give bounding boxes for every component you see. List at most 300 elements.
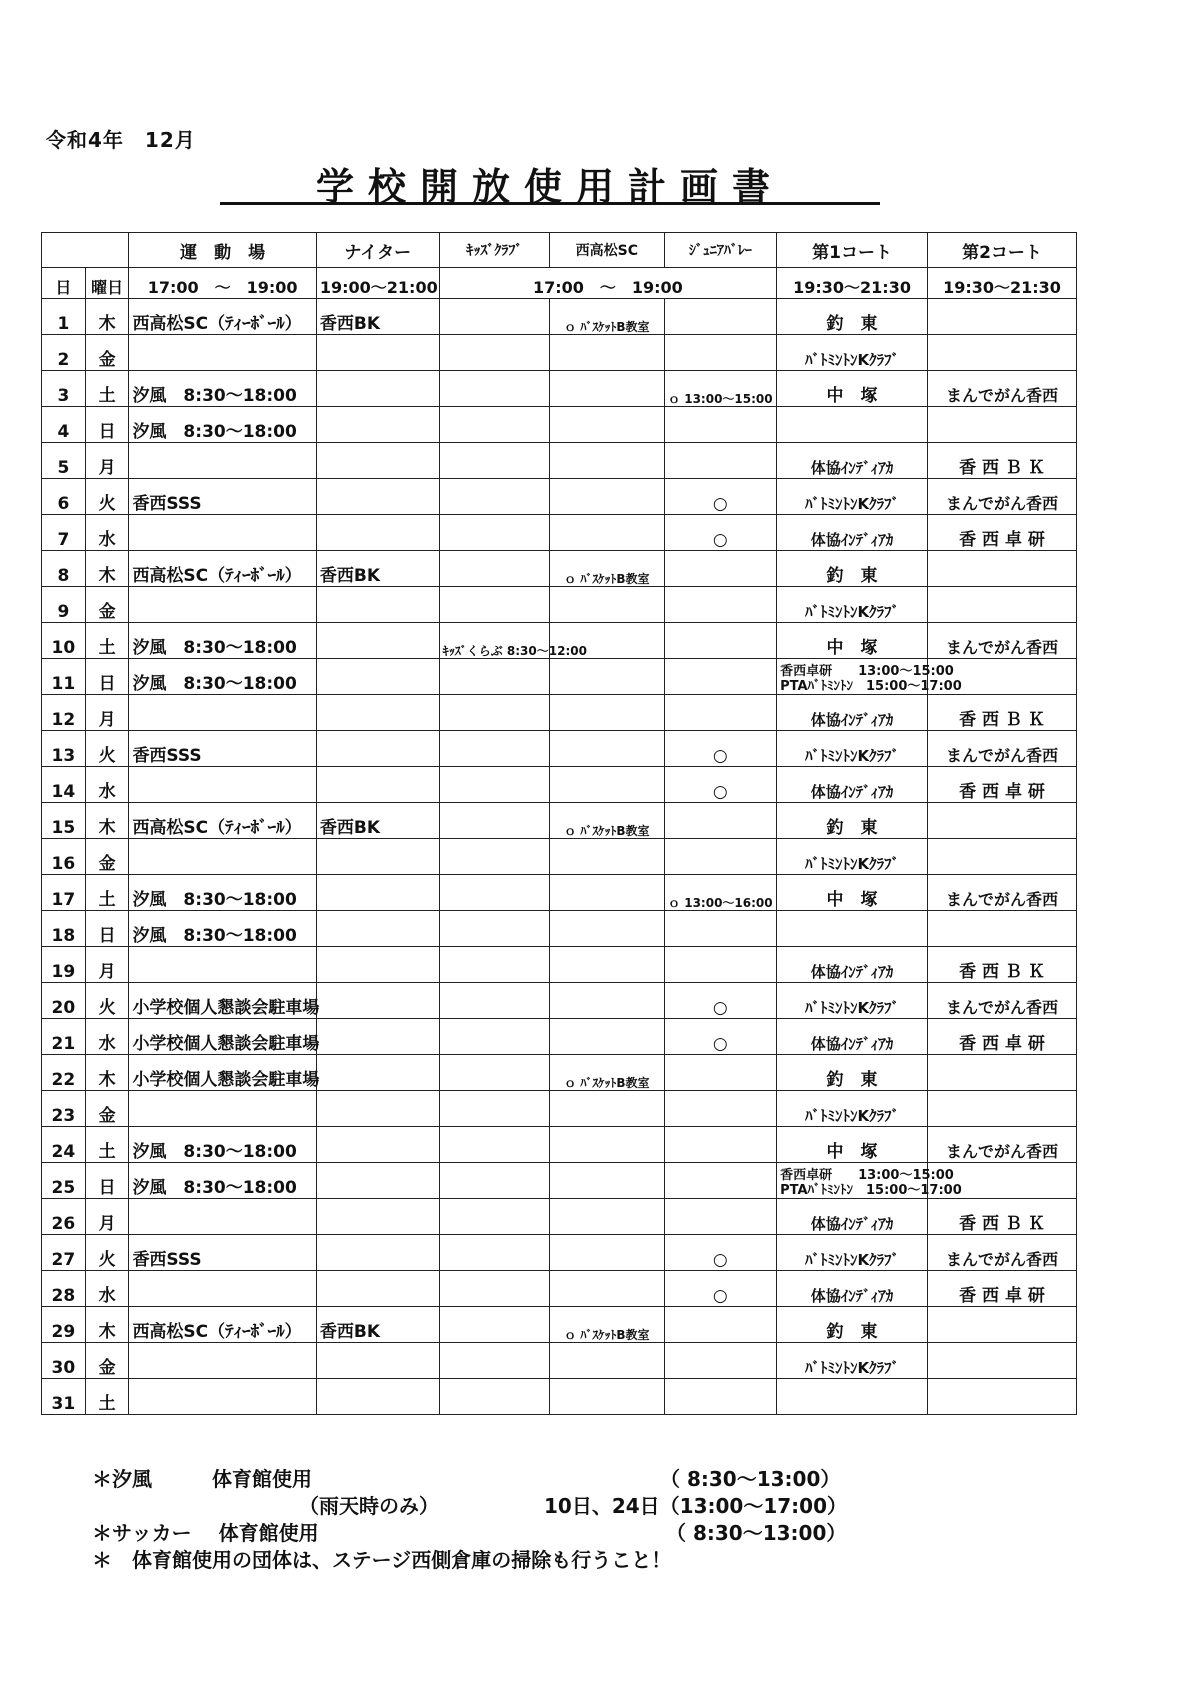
cell-day: 1 bbox=[42, 299, 86, 335]
cell-nishi-sc: ｏ ﾊﾞｽｹｯﾄB教室 bbox=[550, 299, 665, 335]
cell-kids-club bbox=[439, 983, 549, 1019]
cell-night bbox=[316, 1343, 439, 1379]
cell-day: 26 bbox=[42, 1199, 86, 1235]
cell-night bbox=[316, 767, 439, 803]
cell-kids-club bbox=[439, 803, 549, 839]
cell-dow: 火 bbox=[85, 983, 129, 1019]
cell-court-1: 体協ｲﾝﾃﾞｨｱｶ bbox=[777, 515, 928, 551]
cell-night bbox=[316, 1235, 439, 1271]
cell-night bbox=[316, 479, 439, 515]
cell-junior-volley bbox=[664, 1091, 776, 1127]
cell-court-2 bbox=[928, 803, 1077, 839]
table-row bbox=[42, 1307, 1077, 1343]
cell-day: 23 bbox=[42, 1091, 86, 1127]
subheader-day: 日 bbox=[42, 268, 86, 299]
header-court-1: 第1コート bbox=[777, 233, 928, 268]
cell-nishi-sc bbox=[550, 515, 665, 551]
cell-night: 香西BK bbox=[316, 299, 439, 335]
cell-ground bbox=[129, 767, 316, 803]
cell-junior-volley bbox=[664, 911, 776, 947]
cell-nishi-sc bbox=[550, 1127, 665, 1163]
cell-day: 14 bbox=[42, 767, 86, 803]
cell-dow: 木 bbox=[85, 1307, 129, 1343]
cell-ground bbox=[129, 1271, 316, 1307]
table-row bbox=[42, 1271, 1077, 1307]
cell-junior-volley: ○ bbox=[664, 767, 776, 803]
cell-night bbox=[316, 1127, 439, 1163]
cell-night bbox=[316, 839, 439, 875]
cell-junior-volley: ○ bbox=[664, 515, 776, 551]
cell-day: 12 bbox=[42, 695, 86, 731]
cell-ground: 汐風 8:30～18:00 bbox=[129, 1127, 316, 1163]
cell-junior-volley bbox=[664, 947, 776, 983]
cell-ground: 小学校個人懇談会駐車場 bbox=[129, 1019, 316, 1055]
cell-kids-club bbox=[439, 875, 549, 911]
cell-court-1: ﾊﾞﾄﾐﾝﾄﾝKｸﾗﾌﾞ bbox=[777, 479, 928, 515]
cell-ground: 汐風 8:30～18:00 bbox=[129, 371, 316, 407]
cell-day: 25 bbox=[42, 1163, 86, 1199]
cell-kids-club bbox=[439, 731, 549, 767]
cell-night bbox=[316, 1199, 439, 1235]
cell-court-1: 体協ｲﾝﾃﾞｨｱｶ bbox=[777, 767, 928, 803]
header-row bbox=[42, 233, 1077, 268]
cell-court-2 bbox=[928, 1379, 1077, 1415]
cell-ground bbox=[129, 1379, 316, 1415]
table-row bbox=[42, 515, 1077, 551]
table-row bbox=[42, 983, 1077, 1019]
note-soccer-time: （ 8:30～13:00） bbox=[666, 1521, 847, 1545]
cell-dow: 火 bbox=[85, 1235, 129, 1271]
cell-day: 24 bbox=[42, 1127, 86, 1163]
cell-night bbox=[316, 371, 439, 407]
cell-ground: 汐風 8:30～18:00 bbox=[129, 911, 316, 947]
cell-nishi-sc: ｏ ﾊﾞｽｹｯﾄB教室 bbox=[550, 1307, 665, 1343]
note-cleaning bbox=[92, 1547, 992, 1574]
table-row bbox=[42, 767, 1077, 803]
cell-kids-club bbox=[439, 659, 549, 695]
cell-court-1: 体協ｲﾝﾃﾞｨｱｶ bbox=[777, 443, 928, 479]
cell-ground bbox=[129, 335, 316, 371]
cell-nishi-sc bbox=[550, 947, 665, 983]
cell-nishi-sc bbox=[550, 911, 665, 947]
cell-court-2 bbox=[928, 587, 1077, 623]
cell-junior-volley bbox=[664, 623, 776, 659]
cell-junior-volley bbox=[664, 1343, 776, 1379]
cell-night bbox=[316, 335, 439, 371]
cell-court-2 bbox=[928, 1343, 1077, 1379]
header-blank bbox=[42, 233, 129, 268]
cell-nishi-sc bbox=[550, 1235, 665, 1271]
cell-night: 香西BK bbox=[316, 1307, 439, 1343]
cell-night bbox=[316, 947, 439, 983]
cell-court-2 bbox=[928, 299, 1077, 335]
cell-court-1: 体協ｲﾝﾃﾞｨｱｶ bbox=[777, 1019, 928, 1055]
cell-dow: 土 bbox=[85, 1127, 129, 1163]
cell-night bbox=[316, 515, 439, 551]
cell-court-1 bbox=[777, 659, 962, 695]
cell-ground bbox=[129, 1199, 316, 1235]
cell-day: 31 bbox=[42, 1379, 86, 1415]
cell-court-1 bbox=[777, 407, 928, 443]
cell-ground: 香西SSS bbox=[129, 479, 316, 515]
cell-nishi-sc bbox=[550, 371, 665, 407]
cell-dow: 日 bbox=[85, 407, 129, 443]
table-row bbox=[42, 947, 1077, 983]
table-row bbox=[42, 1091, 1077, 1127]
cell-ground bbox=[129, 839, 316, 875]
cell-court-2: 香 西 卓 研 bbox=[928, 515, 1077, 551]
cell-ground bbox=[129, 587, 316, 623]
note-rain-time: 10日、24日（13:00～17:00） bbox=[544, 1494, 847, 1518]
table-row bbox=[42, 911, 1077, 947]
cell-court-2: 香 西 Ｂ Ｋ bbox=[928, 1199, 1077, 1235]
cell-court-1: ﾊﾞﾄﾐﾝﾄﾝKｸﾗﾌﾞ bbox=[777, 983, 928, 1019]
cell-dow: 土 bbox=[85, 623, 129, 659]
header-ground: 運 動 場 bbox=[129, 233, 316, 268]
cell-court-1: 中 塚 bbox=[777, 875, 928, 911]
table-row bbox=[42, 1235, 1077, 1271]
cell-dow: 日 bbox=[85, 659, 129, 695]
table-row bbox=[42, 1163, 1077, 1199]
cell-court-1: 体協ｲﾝﾃﾞｨｱｶ bbox=[777, 695, 928, 731]
subheader-club-time: 17:00 ～ 19:00 bbox=[439, 268, 776, 299]
table-row bbox=[42, 731, 1077, 767]
cell-kids-club bbox=[439, 515, 549, 551]
cell-court-2 bbox=[928, 839, 1077, 875]
cell-nishi-sc bbox=[550, 1163, 665, 1199]
cell-junior-volley: ○ bbox=[664, 1235, 776, 1271]
cell-day: 29 bbox=[42, 1307, 86, 1343]
cell-court-1: ﾊﾞﾄﾐﾝﾄﾝKｸﾗﾌﾞ bbox=[777, 1343, 928, 1379]
cell-dow: 火 bbox=[85, 731, 129, 767]
cell-junior-volley bbox=[664, 1127, 776, 1163]
cell-court-1: ﾊﾞﾄﾐﾝﾄﾝKｸﾗﾌﾞ bbox=[777, 731, 928, 767]
cell-dow: 水 bbox=[85, 767, 129, 803]
cell-night bbox=[316, 623, 439, 659]
cell-day: 6 bbox=[42, 479, 86, 515]
cell-night bbox=[316, 1091, 439, 1127]
cell-nishi-sc bbox=[550, 1199, 665, 1235]
table-row bbox=[42, 371, 1077, 407]
cell-junior-volley bbox=[664, 659, 776, 695]
cell-court-1 bbox=[777, 1379, 928, 1415]
cell-kids-club bbox=[439, 695, 549, 731]
table-row bbox=[42, 1379, 1077, 1415]
cell-dow: 火 bbox=[85, 479, 129, 515]
cell-ground: 汐風 8:30～18:00 bbox=[129, 407, 316, 443]
cell-court-2: 香 西 Ｂ Ｋ bbox=[928, 947, 1077, 983]
cell-dow: 金 bbox=[85, 335, 129, 371]
title-underline bbox=[220, 202, 880, 205]
cell-nishi-sc bbox=[550, 479, 665, 515]
cell-ground bbox=[129, 695, 316, 731]
cell-ground bbox=[129, 443, 316, 479]
table-row bbox=[42, 839, 1077, 875]
cell-court-1: 釣 東 bbox=[777, 803, 928, 839]
cell-ground: 西高松SC（ﾃｨｰﾎﾞｰﾙ） bbox=[129, 551, 316, 587]
cell-night bbox=[316, 587, 439, 623]
cell-kids-club bbox=[439, 1379, 549, 1415]
cell-night bbox=[316, 875, 439, 911]
cell-kids-club bbox=[439, 551, 549, 587]
cell-kids-club bbox=[439, 1091, 549, 1127]
cell-junior-volley bbox=[664, 407, 776, 443]
note-shiokaze-time: （ 8:30～13:00） bbox=[660, 1467, 841, 1491]
note-cleaning-text: ＊ 体育館使用の団体は、ステージ西側倉庫の掃除も行うこと！ bbox=[92, 1548, 672, 1572]
cell-nishi-sc bbox=[550, 1343, 665, 1379]
cell-junior-volley: ｏ 13:00～16:00 bbox=[664, 875, 776, 911]
cell-night: 香西BK bbox=[316, 551, 439, 587]
cell-court-1: 体協ｲﾝﾃﾞｨｱｶ bbox=[777, 1271, 928, 1307]
cell-dow: 日 bbox=[85, 911, 129, 947]
cell-day: 4 bbox=[42, 407, 86, 443]
cell-court-1: 釣 東 bbox=[777, 551, 928, 587]
cell-junior-volley bbox=[664, 695, 776, 731]
cell-junior-volley bbox=[664, 803, 776, 839]
cell-court-2 bbox=[928, 551, 1077, 587]
cell-dow: 月 bbox=[85, 1199, 129, 1235]
cell-junior-volley bbox=[664, 299, 776, 335]
cell-kids-club: ｷｯｽﾞくらぶ 8:30～12:00 bbox=[439, 623, 549, 659]
cell-nishi-sc bbox=[550, 1091, 665, 1127]
cell-day: 10 bbox=[42, 623, 86, 659]
cell-court-1: 釣 東 bbox=[777, 299, 928, 335]
subheader-night-time: 19:00～21:00 bbox=[316, 268, 439, 299]
cell-kids-club bbox=[439, 1055, 549, 1091]
cell-court-2: まんでがん香西 bbox=[928, 479, 1077, 515]
cell-kids-club bbox=[439, 1307, 549, 1343]
table-row bbox=[42, 479, 1077, 515]
cell-ground: 西高松SC（ﾃｨｰﾎﾞｰﾙ） bbox=[129, 1307, 316, 1343]
cell-court-1: ﾊﾞﾄﾐﾝﾄﾝKｸﾗﾌﾞ bbox=[777, 1091, 928, 1127]
subheader-court2-time: 19:30～21:30 bbox=[928, 268, 1077, 299]
cell-day: 17 bbox=[42, 875, 86, 911]
cell-junior-volley: ○ bbox=[664, 1019, 776, 1055]
cell-dow: 土 bbox=[85, 371, 129, 407]
cell-kids-club bbox=[439, 407, 549, 443]
cell-dow: 土 bbox=[85, 875, 129, 911]
cell-junior-volley bbox=[664, 443, 776, 479]
cell-kids-club bbox=[439, 479, 549, 515]
cell-nishi-sc bbox=[550, 839, 665, 875]
cell-court-1: ﾊﾞﾄﾐﾝﾄﾝKｸﾗﾌﾞ bbox=[777, 1235, 928, 1271]
cell-night bbox=[316, 1271, 439, 1307]
cell-ground: 香西SSS bbox=[129, 1235, 316, 1271]
cell-court-2 bbox=[928, 407, 1077, 443]
note-shiokaze-label: ＊汐風 体育館使用 bbox=[92, 1467, 312, 1491]
court-note-line-1: 香西卓研 13:00～15:00 bbox=[780, 1168, 954, 1183]
cell-kids-club bbox=[439, 299, 549, 335]
table-row bbox=[42, 587, 1077, 623]
cell-nishi-sc: ｏ ﾊﾞｽｹｯﾄB教室 bbox=[550, 551, 665, 587]
cell-junior-volley bbox=[664, 587, 776, 623]
cell-ground: 小学校個人懇談会駐車場 bbox=[129, 983, 316, 1019]
header-court-2: 第2コート bbox=[928, 233, 1077, 268]
cell-dow: 木 bbox=[85, 803, 129, 839]
cell-night bbox=[316, 1055, 439, 1091]
cell-ground: 汐風 8:30～18:00 bbox=[129, 623, 316, 659]
cell-kids-club bbox=[439, 1019, 549, 1055]
cell-ground bbox=[129, 1091, 316, 1127]
cell-night bbox=[316, 695, 439, 731]
cell-kids-club bbox=[439, 1127, 549, 1163]
table-row bbox=[42, 1127, 1077, 1163]
table-row bbox=[42, 299, 1077, 335]
header-nishi-sc: 西高松SC bbox=[550, 233, 665, 268]
cell-ground: 香西SSS bbox=[129, 731, 316, 767]
cell-court-1: ﾊﾞﾄﾐﾝﾄﾝKｸﾗﾌﾞ bbox=[777, 335, 928, 371]
cell-court-2 bbox=[928, 1055, 1077, 1091]
cell-night bbox=[316, 731, 439, 767]
cell-court-1: 体協ｲﾝﾃﾞｨｱｶ bbox=[777, 1199, 928, 1235]
table-row bbox=[42, 551, 1077, 587]
cell-night bbox=[316, 443, 439, 479]
cell-court-1: 中 塚 bbox=[777, 371, 928, 407]
table-row bbox=[42, 335, 1077, 371]
note-soccer bbox=[92, 1520, 992, 1547]
cell-junior-volley bbox=[664, 1055, 776, 1091]
cell-dow: 木 bbox=[85, 551, 129, 587]
note-rain-label: （雨天時のみ） bbox=[299, 1494, 439, 1518]
subheader-ground-time: 17:00 ～ 19:00 bbox=[129, 268, 316, 299]
cell-junior-volley: ○ bbox=[664, 983, 776, 1019]
header-night: ナイター bbox=[316, 233, 439, 268]
cell-day: 3 bbox=[42, 371, 86, 407]
cell-dow: 金 bbox=[85, 1343, 129, 1379]
cell-court-2: 香 西 Ｂ Ｋ bbox=[928, 695, 1077, 731]
cell-kids-club bbox=[439, 335, 549, 371]
cell-kids-club bbox=[439, 1343, 549, 1379]
cell-nishi-sc bbox=[550, 983, 665, 1019]
cell-nishi-sc bbox=[550, 443, 665, 479]
cell-court-1: 中 塚 bbox=[777, 623, 928, 659]
cell-ground bbox=[129, 1343, 316, 1379]
cell-night bbox=[316, 407, 439, 443]
cell-night bbox=[316, 1163, 439, 1199]
note-shiokaze bbox=[92, 1466, 992, 1493]
cell-court-2: まんでがん香西 bbox=[928, 731, 1077, 767]
page-title: 学校開放使用計画書 bbox=[315, 165, 784, 209]
cell-nishi-sc: ｏ ﾊﾞｽｹｯﾄB教室 bbox=[550, 1055, 665, 1091]
cell-kids-club bbox=[439, 1163, 549, 1199]
cell-day: 27 bbox=[42, 1235, 86, 1271]
schedule-table bbox=[41, 232, 1077, 1415]
cell-court-1: 釣 東 bbox=[777, 1307, 928, 1343]
table-row bbox=[42, 443, 1077, 479]
cell-nishi-sc bbox=[550, 1379, 665, 1415]
cell-dow: 金 bbox=[85, 1091, 129, 1127]
cell-nishi-sc bbox=[550, 1271, 665, 1307]
cell-court-1 bbox=[777, 911, 928, 947]
cell-court-1: 体協ｲﾝﾃﾞｨｱｶ bbox=[777, 947, 928, 983]
cell-junior-volley: ○ bbox=[664, 731, 776, 767]
cell-nishi-sc bbox=[550, 731, 665, 767]
cell-junior-volley bbox=[664, 839, 776, 875]
cell-court-2 bbox=[928, 335, 1077, 371]
cell-day: 11 bbox=[42, 659, 86, 695]
table-row bbox=[42, 1199, 1077, 1235]
cell-ground: 小学校個人懇談会駐車場 bbox=[129, 1055, 316, 1091]
cell-kids-club bbox=[439, 587, 549, 623]
cell-kids-club bbox=[439, 1271, 549, 1307]
cell-court-1: ﾊﾞﾄﾐﾝﾄﾝKｸﾗﾌﾞ bbox=[777, 587, 928, 623]
cell-dow: 木 bbox=[85, 299, 129, 335]
cell-dow: 金 bbox=[85, 839, 129, 875]
cell-court-2: まんでがん香西 bbox=[928, 371, 1077, 407]
cell-dow: 月 bbox=[85, 443, 129, 479]
cell-night bbox=[316, 983, 439, 1019]
cell-day: 19 bbox=[42, 947, 86, 983]
cell-junior-volley bbox=[664, 335, 776, 371]
cell-court-2 bbox=[928, 1091, 1077, 1127]
cell-day: 8 bbox=[42, 551, 86, 587]
cell-day: 16 bbox=[42, 839, 86, 875]
cell-court-2 bbox=[928, 1307, 1077, 1343]
cell-night bbox=[316, 911, 439, 947]
cell-nishi-sc bbox=[550, 407, 665, 443]
cell-night bbox=[316, 1019, 439, 1055]
cell-night bbox=[316, 659, 439, 695]
cell-nishi-sc bbox=[550, 767, 665, 803]
table-row bbox=[42, 623, 1077, 659]
cell-kids-club bbox=[439, 1235, 549, 1271]
cell-kids-club bbox=[439, 1199, 549, 1235]
subheader-row bbox=[42, 268, 1077, 299]
cell-ground bbox=[129, 947, 316, 983]
cell-day: 13 bbox=[42, 731, 86, 767]
cell-nishi-sc bbox=[550, 695, 665, 731]
cell-junior-volley bbox=[664, 1199, 776, 1235]
court-note-line-2: PTAﾊﾞﾄﾐﾝﾄﾝ 15:00～17:00 bbox=[780, 1183, 962, 1198]
cell-nishi-sc: ｏ ﾊﾞｽｹｯﾄB教室 bbox=[550, 803, 665, 839]
table-row bbox=[42, 1055, 1077, 1091]
cell-dow: 水 bbox=[85, 1271, 129, 1307]
cell-day: 28 bbox=[42, 1271, 86, 1307]
cell-ground: 汐風 8:30～18:00 bbox=[129, 659, 316, 695]
cell-day: 22 bbox=[42, 1055, 86, 1091]
cell-junior-volley: ○ bbox=[664, 479, 776, 515]
cell-kids-club bbox=[439, 767, 549, 803]
cell-dow: 土 bbox=[85, 1379, 129, 1415]
cell-nishi-sc bbox=[550, 587, 665, 623]
header-junior-volley: ｼﾞｭﾆｱﾊﾞﾚｰ bbox=[664, 233, 776, 268]
cell-junior-volley: ｏ 13:00～15:00 bbox=[664, 371, 776, 407]
cell-day: 30 bbox=[42, 1343, 86, 1379]
header-kids-club: ｷｯｽﾞｸﾗﾌﾞ bbox=[439, 233, 549, 268]
cell-court-1: 釣 東 bbox=[777, 1055, 928, 1091]
cell-day: 7 bbox=[42, 515, 86, 551]
cell-junior-volley bbox=[664, 1379, 776, 1415]
cell-day: 5 bbox=[42, 443, 86, 479]
cell-court-2: 香 西 Ｂ Ｋ bbox=[928, 443, 1077, 479]
cell-junior-volley: ○ bbox=[664, 1271, 776, 1307]
note-soccer-label: ＊サッカー 体育館使用 bbox=[92, 1521, 319, 1545]
cell-day: 2 bbox=[42, 335, 86, 371]
table-row bbox=[42, 659, 1077, 695]
cell-junior-volley bbox=[664, 551, 776, 587]
cell-dow: 金 bbox=[85, 587, 129, 623]
cell-dow: 水 bbox=[85, 515, 129, 551]
cell-ground bbox=[129, 515, 316, 551]
cell-kids-club bbox=[439, 443, 549, 479]
cell-kids-club bbox=[439, 947, 549, 983]
cell-court-1: 中 塚 bbox=[777, 1127, 928, 1163]
cell-court-2: まんでがん香西 bbox=[928, 1235, 1077, 1271]
cell-dow: 水 bbox=[85, 1019, 129, 1055]
notes bbox=[92, 1466, 992, 1574]
cell-dow: 月 bbox=[85, 695, 129, 731]
court-note-line-1: 香西卓研 13:00～15:00 bbox=[780, 664, 954, 679]
